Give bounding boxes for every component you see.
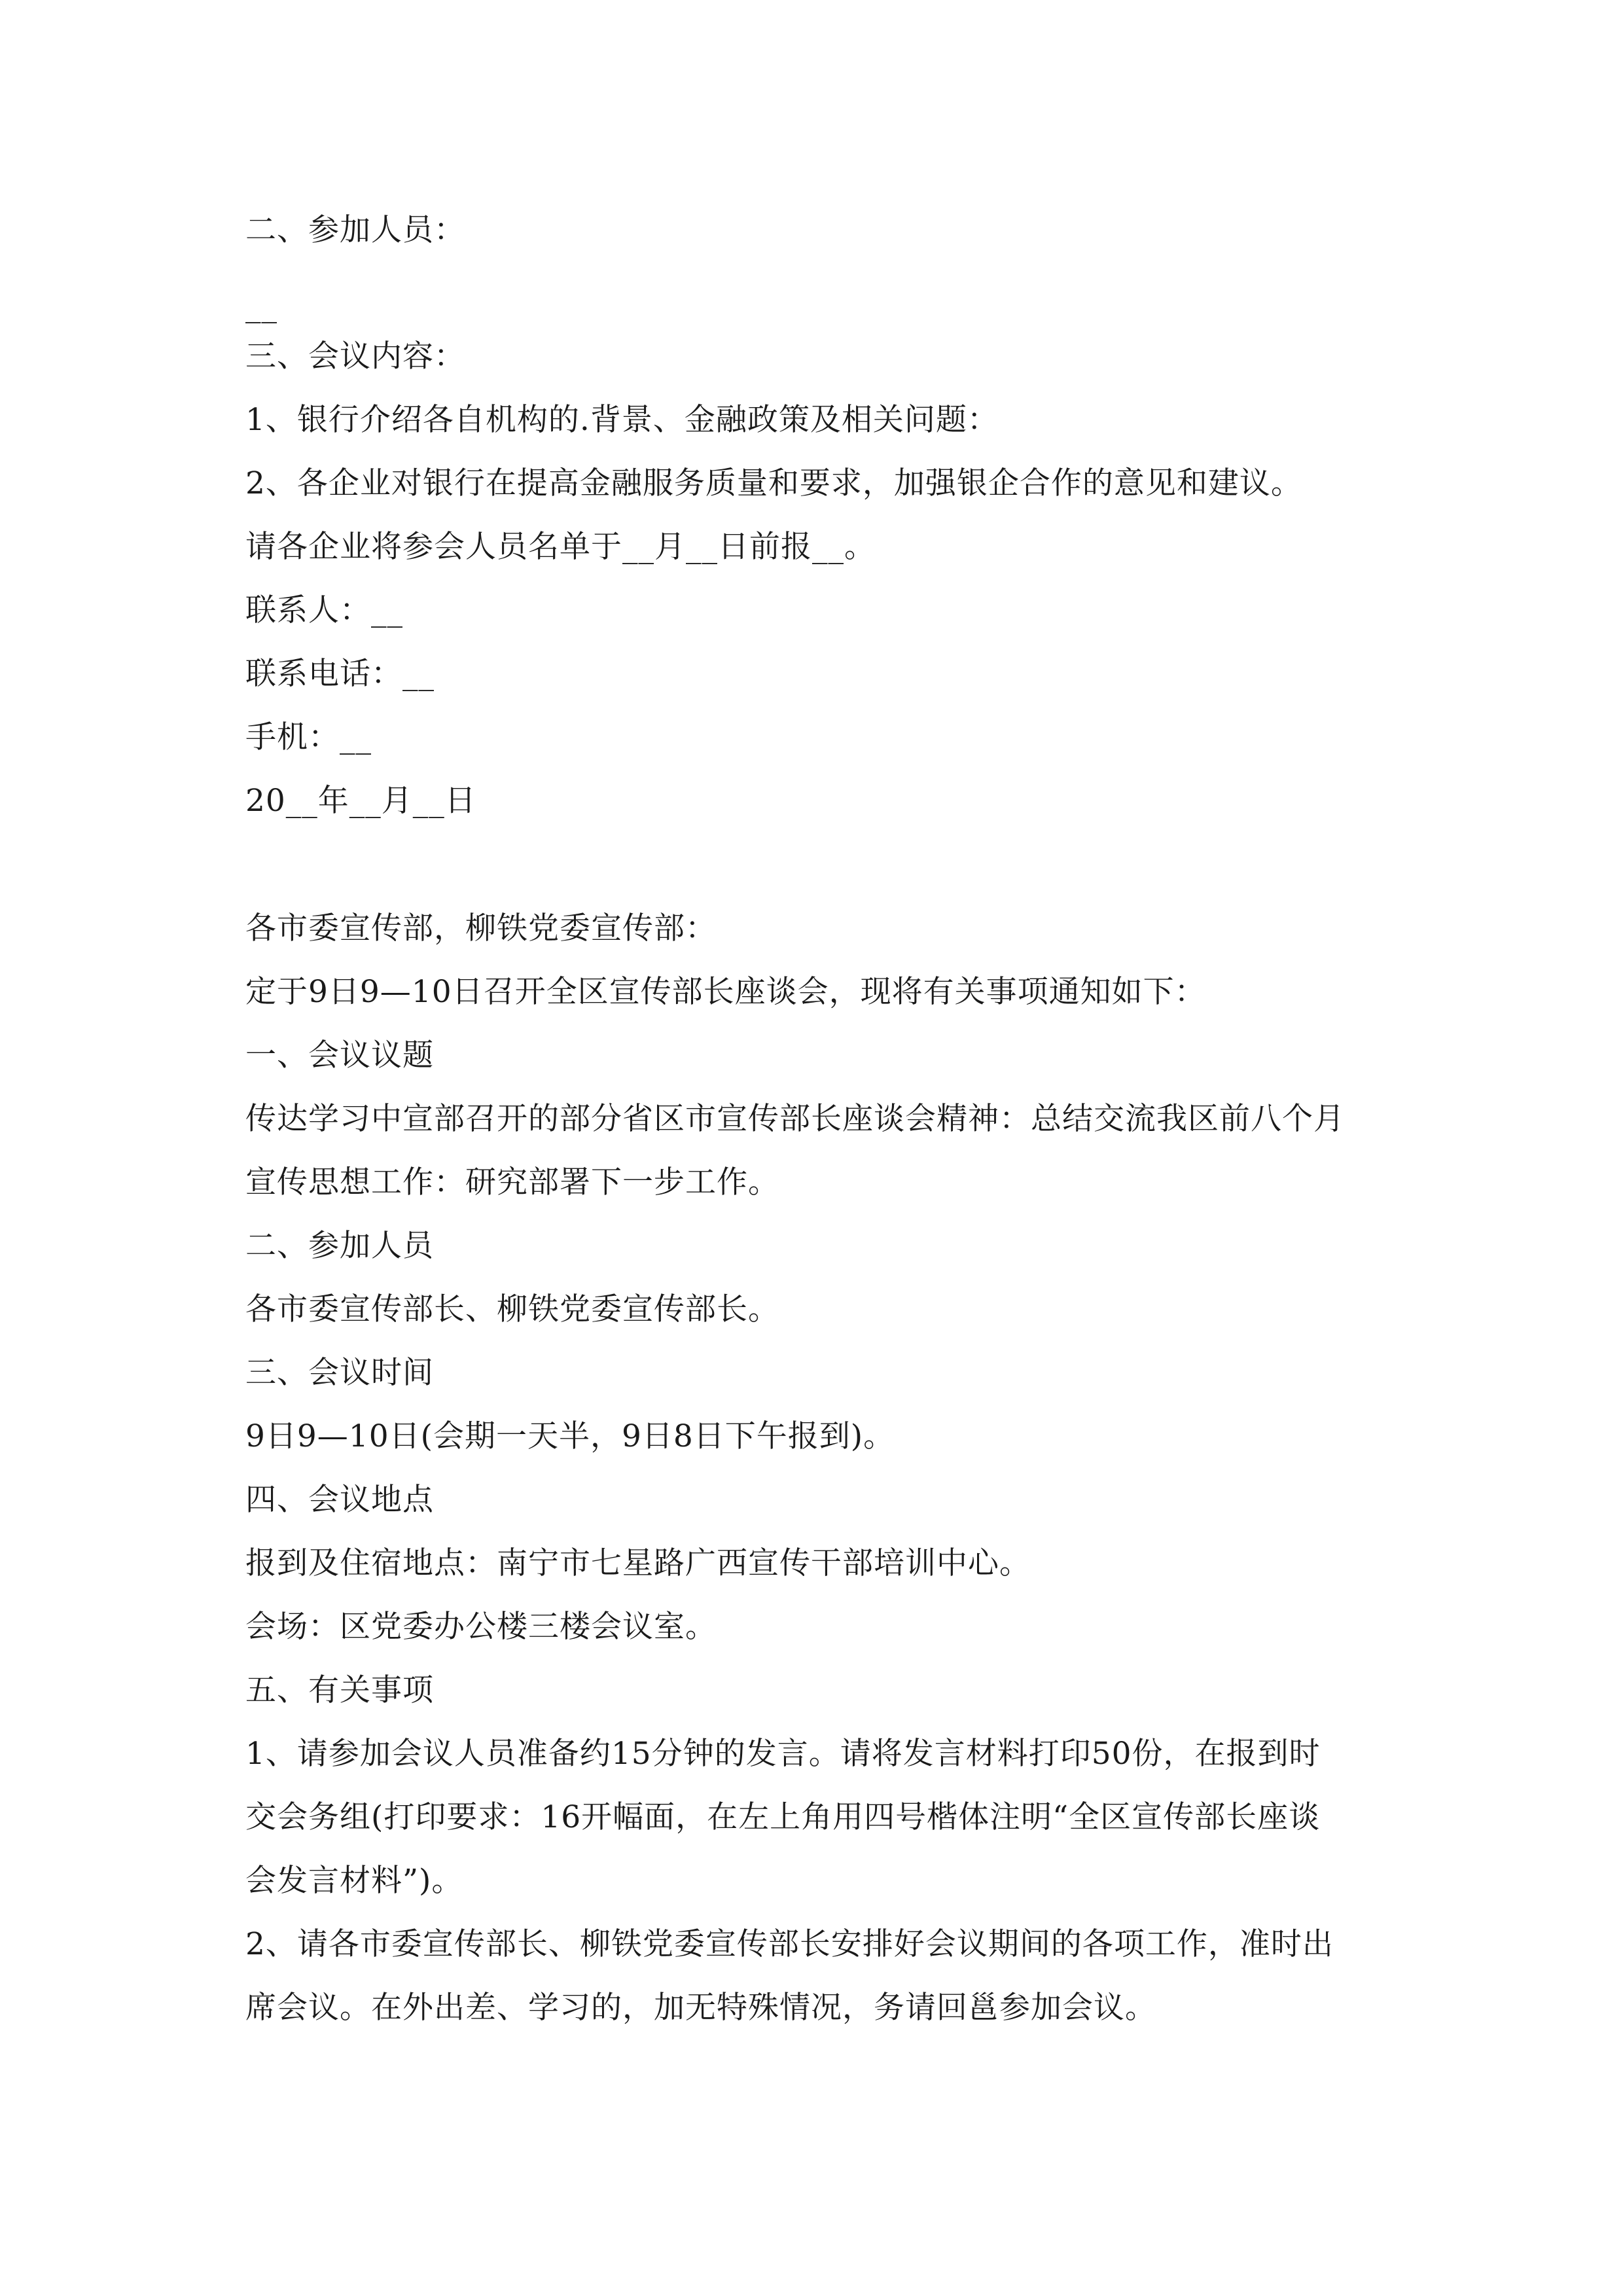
matters-1-line-2: 交会务组(打印要求：16开幅面，在左上角用四号楷体注明“全区宣传部长座谈 — [245, 1799, 1321, 1835]
notice-intro: 定于9日9—10日召开全区宣传部长座谈会，现将有关事项通知如下： — [245, 974, 1206, 1010]
contact-person: 联系人：__ — [245, 592, 403, 628]
place-lodging: 报到及住宿地点：南宁市七星路广西宣传干部培训中心。 — [245, 1545, 1031, 1581]
matters-2-line-2: 席会议。在外出差、学习的，加无特殊情况，务请回邕参加会议。 — [245, 1990, 1156, 2026]
time-value: 9日9—10日(会期一天半，9日8日下午报到)。 — [245, 1418, 895, 1454]
content-item-2: 2、各企业对银行在提高金融服务质量和要求，加强银企合作的意见和建议。 — [245, 465, 1302, 501]
document-date: 20__年__月__日 — [245, 783, 476, 819]
participants-value: __ — [245, 288, 277, 324]
matters-1-line-1: 1、请参加会议人员准备约15分钟的发言。请将发言材料打印50份，在报到时 — [245, 1736, 1321, 1772]
matters-heading: 五、有关事项 — [245, 1672, 434, 1708]
topic-heading: 一、会议议题 — [245, 1037, 434, 1073]
place-heading: 四、会议地点 — [245, 1482, 434, 1518]
participants-heading-2: 二、参加人员 — [245, 1228, 434, 1264]
contact-phone: 联系电话：__ — [245, 656, 435, 692]
participants-heading: 二、参加人员： — [245, 212, 465, 248]
submit-notice: 请各企业将参会人员名单于__月__日前报__。 — [245, 529, 876, 565]
matters-1-line-3: 会发言材料”)。 — [245, 1863, 463, 1899]
place-venue: 会场：区党委办公楼三楼会议室。 — [245, 1609, 717, 1645]
participants-value-2: 各市委宣传部长、柳铁党委宣传部长。 — [245, 1291, 779, 1327]
topic-line-1: 传达学习中宣部召开的部分省区市宣传部长座谈会精神：总结交流我区前八个月 — [245, 1101, 1345, 1137]
mobile-number: 手机：__ — [245, 719, 372, 755]
time-heading: 三、会议时间 — [245, 1355, 434, 1391]
notice-addressee: 各市委宣传部，柳铁党委宣传部： — [245, 910, 717, 946]
content-heading: 三、会议内容： — [245, 338, 465, 374]
topic-line-2: 宣传思想工作：研究部署下一步工作。 — [245, 1164, 779, 1200]
matters-2-line-1: 2、请各市委宣传部长、柳铁党委宣传部长安排好会议期间的各项工作，准时出 — [245, 1926, 1334, 1962]
content-item-1: 1、银行介绍各自机构的.背景、金融政策及相关问题： — [245, 402, 999, 438]
